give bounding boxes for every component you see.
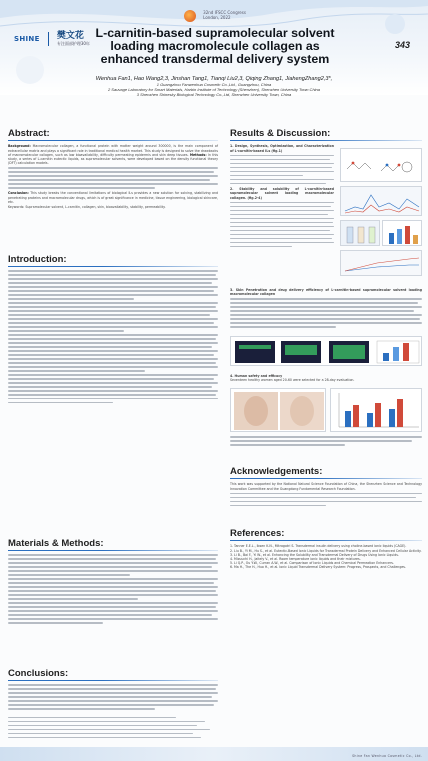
results-heading: Results & Discussion: [230,128,331,139]
references-rule [230,540,422,541]
affiliations [0,83,428,97]
congress-location: London, 2022 [203,14,231,20]
result-3-title: 3. Skin Penetration and drug delivery efficiency of L-carnitin-based supramolecular solvent loading macromolecular collagen [230,288,422,297]
abstract-rule [8,140,218,141]
acknowledgements-rule [230,478,422,479]
congress-logo [175,5,255,23]
molecule-structure-icon [341,149,423,183]
figure-5-penetration [230,336,422,366]
conclusions-heading: Conclusions: [8,668,69,679]
conclusions-rule [8,680,218,681]
congress-label [203,11,246,20]
result-4-text-lines [230,436,422,448]
congress-name: 32nd IFSCC Congress [203,9,246,15]
logo-divider [48,32,49,46]
poster-title: L-carnitin-based supramolecular solvent loading macromolecule collagen as enhanced transdermal delivery system [95,26,335,67]
materials-text-lines [8,554,218,623]
reference-item: 3. Li B., Bai F., Yi W., et al. Enhancing the Solubility and Transdermal Delivery of Drugs Using Ionic Liquids. [230,552,399,557]
ifscc-logo-icon [184,10,196,22]
acknowledgements-section [230,466,422,509]
abstract-background: Macromolecular collagen, a functional protein with matter weight around 300000, is the main component of extracellular matrix and plays a significant role in traditional medical health market. This study is designed to solve the drawbacks of macromolecular collagen, such as low bioavailability, difficulty permeating epidermis and skin deep tissues. [8,144,219,157]
introduction-heading: Introduction: [8,254,67,265]
abstract-results-lines [8,167,218,189]
references-heading: References: [230,528,285,539]
result-3-text-lines [230,298,422,327]
conclusions-text-lines [8,684,218,738]
acknowledgements-heading: Acknowledgements: [230,466,323,477]
skin-penetration-figure-icon [231,337,423,367]
references-section [230,528,422,570]
vials-photo-icon [341,221,381,247]
result-1-text-lines [230,155,334,184]
abstract-conclusion: This study breaks the conventional limitations of biological ILs provides a new solution for solving, stabilizing and penetrating proteins and macromolecular drugs, which is of great significance in medicine, tissue engineering, biological skincare, etc. [8,191,218,204]
result-1-title: 1. Design, Synthesis, Optimization, and Characterization of L-carnitin-based ILs (fig.1) [230,144,334,153]
abstract-methods-label: Methods: [189,152,207,157]
affiliation-3: 3 Shenzhen Shinesky Biological Technology Co.,Ltd, Shenzhen University Town, China [136,91,292,97]
figure-3-bar [382,220,422,246]
footer-text: Shine Fan Wenhua Cosmetic Co., Ltd. [352,754,422,758]
figure-2-spectra [340,186,422,216]
figure-1-structures [340,148,422,182]
abstract-conclusion-label: Conclusion: [8,191,29,196]
materials-rule [8,550,218,551]
abstract-heading: Abstract: [8,128,50,139]
efficacy-bar-chart-icon [331,389,423,433]
solubility-bar-icon [383,221,423,247]
introduction-section [8,254,218,406]
abstract-background-label: Background: [8,144,31,149]
spectra-chart-icon [341,187,423,217]
logo-cn-name: 樊文花 [56,30,84,41]
logo-latin: SHINE [14,34,40,43]
results-rule [230,140,422,141]
stability-curve-icon [341,251,423,277]
acknowledgements-text: This work was supported by the National Natural Science Foundation of China, the Shenzhen Science and Technology Innovation Committee and the Guangdong Fundamental Research Foundation. [230,482,422,491]
figure-6-efficacy [330,388,422,432]
result-4-text: Seventeen healthy women aged 20-60 were selected for a 28-day evaluation. [230,378,355,383]
poster-footer [0,747,428,761]
affiliation-2: 2 Sauvage Laboratory for Smart Materials, Harbin Institute of Technology (Shenzhen), Shenzhen University Town China [107,86,321,92]
reference-item: 6. Ma H., The H., Huo H., et al. Ionic Liquid Transdermal Delivery System: Progress, Prospects, and Challenges. [230,565,406,570]
materials-heading: Materials & Methods: [8,538,104,549]
result-2-title: 2. Stability and solubility of L-carnitin-based supramolecular solvent loading macromolecular collagen. (fig.2-4) [230,187,334,200]
author-list: Wenhua Fan1, Hao Wang2,3, Jinshan Tang1, Tianqi Liu2,3, Qiqing Zhang1, JiahengZhang2,3*, [95,76,333,82]
result-2-text-lines [230,202,334,247]
face-photos-icon [231,389,327,433]
introduction-rule [8,266,218,267]
result-3-block [230,288,422,330]
abstract-methods: In this study, a series of L-carnitin eutectic liquids, as supramolecular solvents, were developed based on the density functional theory (DFT) calculation models. [8,152,219,166]
figure-6-faces [230,388,326,432]
acknowledgements-text-lines [230,493,422,507]
poster-number: 343 [394,40,410,50]
abstract-conclusion-text [8,191,218,204]
reference-item: 5. Li Q.P., Ou Y.W., Curran A.W., et al. Comparison of Ionic Liquids and Chemical Permeation Enhancers. [230,561,394,566]
abstract-keywords: Keywords: Supramolecular solvent, L-carnitin, collagen, skin, bioavailability, stability, permeability. [8,204,166,209]
conclusions-section [8,668,218,741]
materials-section [8,538,218,626]
reference-item: 2. Liu B., Yi M., Hu S., et al. Eutectic-Based Ionic Liquids for Transdermal Protein Delivery and Enhanced Cellular Activity. [230,548,422,553]
reference-item: 1. Tanner E.E.L., Ibsen K.N., Mitragotri S. Transdermal insulin delivery using choline-based ionic liquids (CAGE). [230,544,407,549]
abstract-section [8,128,218,209]
reference-item: 4. Mizuuchi H., Jaitely V., et al. Room temperature ionic liquids and their mixtures. [230,557,361,561]
figure-4-stability [340,250,422,276]
introduction-text-lines [8,270,218,403]
result-4-block [230,374,422,382]
affiliation-1: 1 Guangzhou Fanwenhua Cosmetic Co.,Ltd., Guangzhou, China [156,82,272,87]
logo-cn-slogan: 专注面部护理30年 [56,40,90,46]
result-4-title: 4. Human safety and efficacy [230,374,283,378]
abstract-text [8,144,218,165]
figure-3-vials [340,220,380,246]
